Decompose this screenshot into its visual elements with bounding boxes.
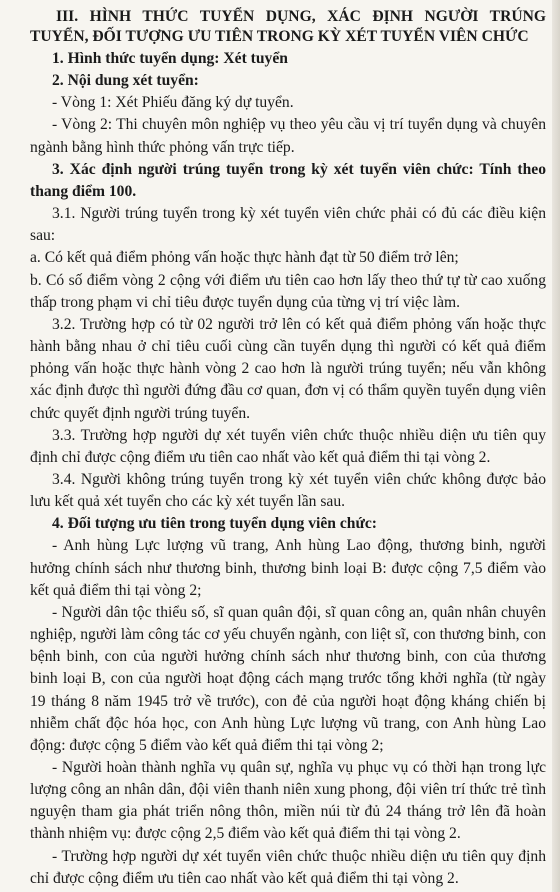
section-title: III. HÌNH THỨC TUYỂN DỤNG, XÁC ĐỊNH NGƯỜI TRÚNG TUYỂN, ĐỐI TƯỢNG ƯU TIÊN TRONG KỲ XÉT TUYỂN VIÊN CHỨC — [30, 8, 546, 45]
section-4-item-4: - Trường hợp người dự xét tuyển viên chức thuộc nhiều diện ưu tiên quy định chỉ được cộng điểm ưu tiên cao nhất vào kết quả điểm thi tại vòng 2. — [30, 847, 546, 887]
section-1-heading: 1. Hình thức tuyển dụng: Xét tuyển — [52, 50, 288, 67]
section-2-item-2: - Vòng 2: Thi chuyên môn nghiệp vụ theo yêu cầu vị trí tuyển dụng và chuyên ngành bằng hình thức phỏng vấn trực tiếp. — [30, 116, 546, 156]
section-4-heading: 4. Đối tượng ưu tiên trong tuyển dụng viên chức: — [52, 515, 377, 533]
section-4-item-1: - Anh hùng Lực lượng vũ trang, Anh hùng Lao động, thương binh, người hưởng chính sách như thương binh, thương binh loại B: được cộng 7,5 điểm vào kết quả điểm thi tại vòng 2; — [30, 537, 546, 599]
section-2-heading: 2. Nội dung xét tuyển: — [52, 72, 199, 90]
section-3-1-a: a. Có kết quả điểm phỏng vấn hoặc thực hành đạt từ 50 điểm trở lên; — [30, 249, 459, 267]
section-3-heading: 3. Xác định người trúng tuyển trong kỳ xét tuyển viên chức: Tính theo thang điểm 100. — [30, 160, 546, 200]
page-edge — [552, 0, 560, 892]
section-3-3: 3.3. Trường hợp người dự xét tuyển viên chức thuộc nhiều diện ưu tiên quy định chỉ được cộng điểm ưu tiên cao nhất vào kết quả điểm thi tại vòng 2. — [30, 426, 546, 466]
section-3-4: 3.4. Người không trúng tuyển trong kỳ xét tuyển viên chức không được bảo lưu kết quả xét tuyển cho các kỳ xét tuyển lần sau. — [30, 470, 546, 511]
section-3-2: 3.2. Trường hợp có từ 02 người trở lên có kết quả điểm phỏng vấn hoặc thực hành bằng nhau ở chỉ tiêu cuối cùng cần tuyển dụng thì người có kết quả điểm phỏng vấn hoặc thực hành vòng 2 cao hơn là người trúng tuyển; nếu vẫn không xác định được thì người đứng đầu cơ quan, đơn vị có thẩm quyền tuyển dụng viên chức quyết định người trúng tuyển. — [30, 315, 546, 422]
section-4-item-3: - Người hoàn thành nghĩa vụ quân sự, nghĩa vụ phục vụ có thời hạn trong lực lượng công an nhân dân, đội viên thanh niên xung phong, đội viên trí thức trẻ tình nguyện tham gia phát triển nông thôn, miền núi từ đủ 24 tháng trở lên đã hoàn thành nhiệm vụ: được cộng 2,5 điểm vào kết quả điểm thi tại vòng 2. — [30, 759, 546, 843]
section-2-item-1: - Vòng 1: Xét Phiếu đăng ký dự tuyển. — [52, 94, 294, 112]
section-3-1: 3.1. Người trúng tuyển trong kỳ xét tuyển viên chức phải có đủ các điều kiện sau: — [30, 205, 546, 245]
section-3-1-b: b. Có số điểm vòng 2 cộng với điểm ưu tiên cao hơn lấy theo thứ tự từ cao xuống thấp trong phạm vi chỉ tiêu được tuyển dụng của từng vị trí việc làm. — [30, 271, 546, 311]
section-4-item-2: - Người dân tộc thiểu số, sĩ quan quân đội, sĩ quan công an, quân nhân chuyên nghiệp, người làm công tác cơ yếu chuyển ngành, con liệt sĩ, con thương binh, con bệnh binh, con của người hưởng chính sách như thương binh, con của thương binh loại B, con của người hoạt động cách mạng trước tổng khởi nghĩa (từ ngày 19 tháng 8 năm 1945 trở về trước), con đẻ của người hoạt động kháng chiến bị nhiễm chất độc hóa học, con Anh hùng Lực lượng vũ trang, con Anh hùng Lao động: được cộng 5 điểm vào kết quả điểm thi tại vòng 2; — [30, 603, 546, 754]
